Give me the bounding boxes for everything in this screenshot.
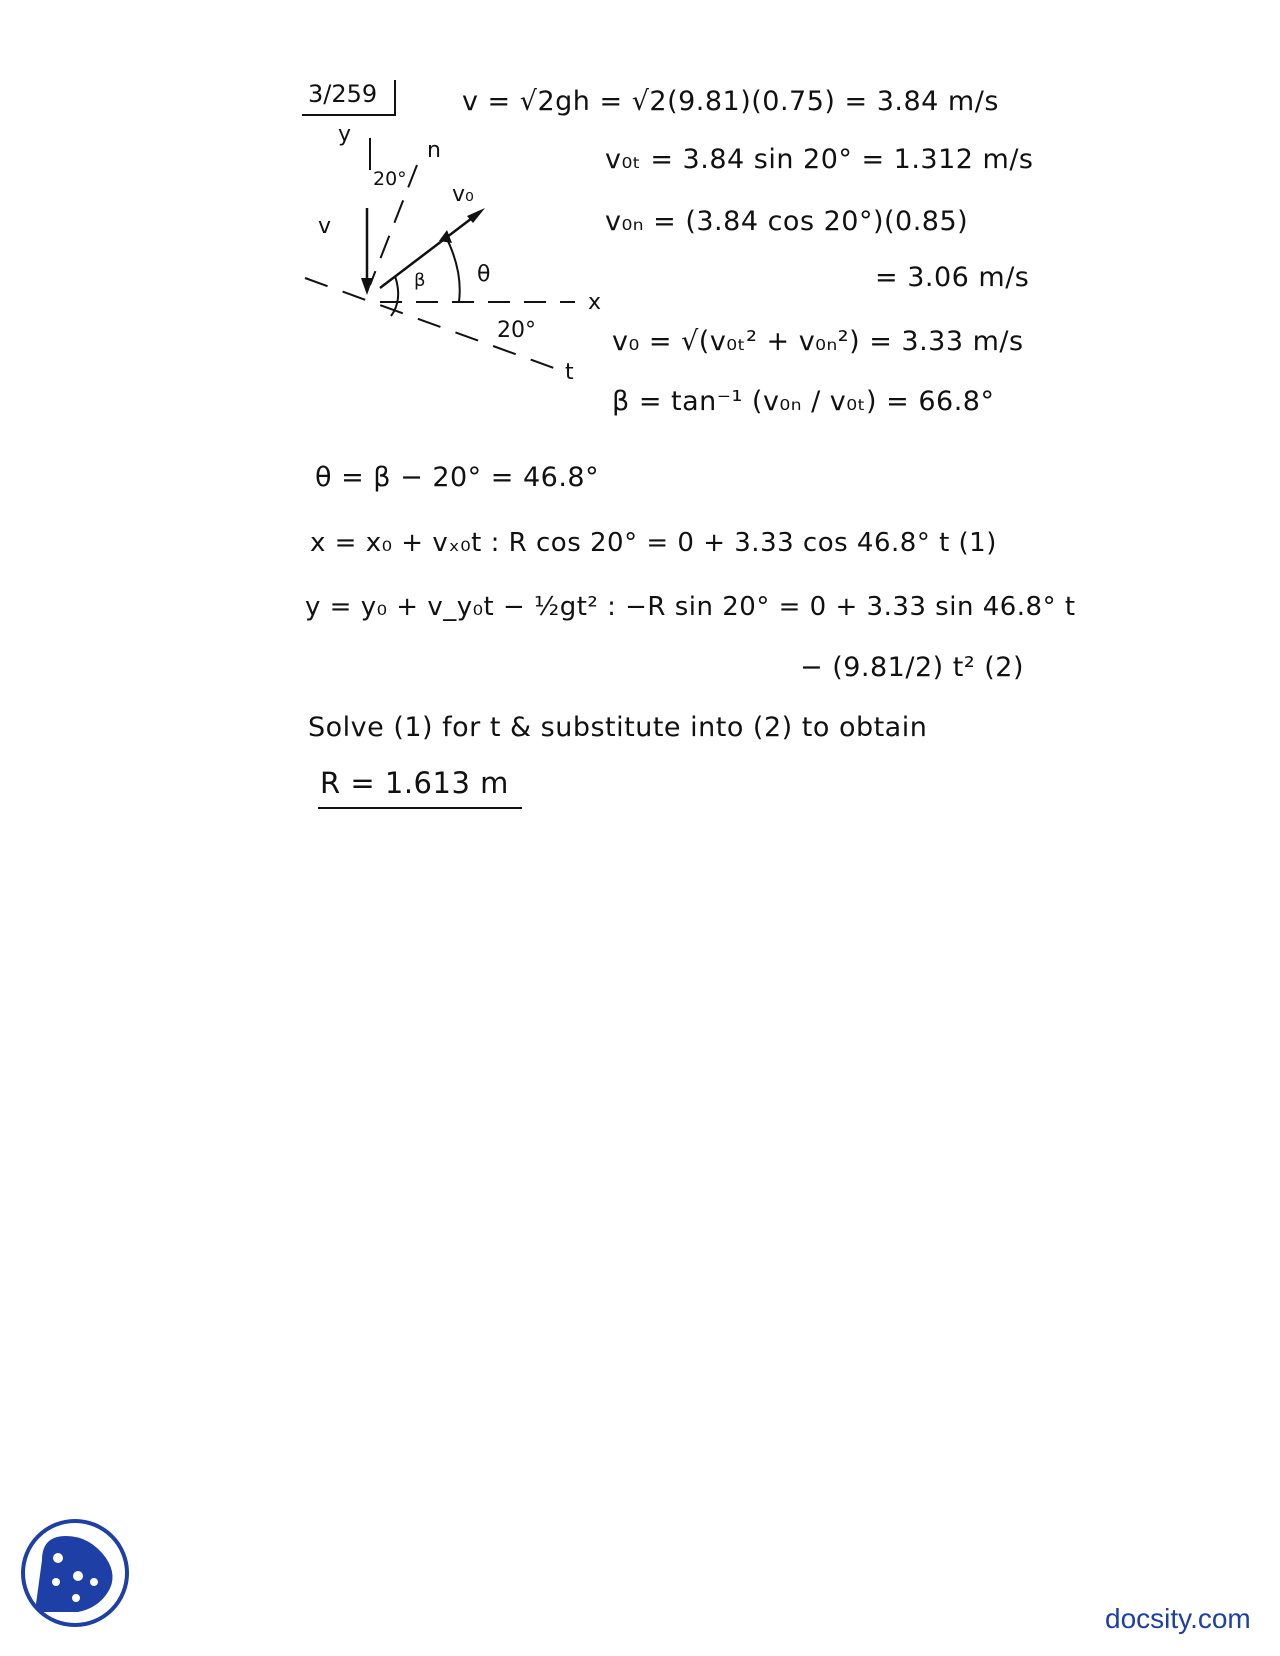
eq-theta: θ = β − 20° = 46.8° xyxy=(315,462,600,493)
eq-beta: β = tan⁻¹ (v₀ₙ / v₀ₜ) = 66.8° xyxy=(612,386,995,417)
t-axis-label: t xyxy=(565,360,574,385)
solve-instruction: Solve (1) for t & substitute into (2) to obtain xyxy=(308,712,928,743)
velocity-diagram xyxy=(295,110,625,400)
angle-top-label: 20° xyxy=(373,168,407,190)
v0-label: v₀ xyxy=(452,182,474,207)
eq-v0t: v₀ₜ = 3.84 sin 20° = 1.312 m/s xyxy=(605,144,1034,175)
x-axis-label: x xyxy=(588,290,602,315)
brand-link[interactable]: docsity.com xyxy=(1105,1603,1251,1634)
theta-arc-head xyxy=(439,230,452,243)
eq-v0n-result: = 3.06 m/s xyxy=(875,262,1030,293)
eq-y: y = y₀ + v_y₀t − ½gt² : −R sin 20° = 0 + 3.33 sin 46.8° t xyxy=(305,592,1076,622)
v-label: v xyxy=(318,214,332,239)
result-underline xyxy=(318,807,522,809)
docsity-logo xyxy=(20,1518,130,1628)
eq-v0: v₀ = √(v₀ₜ² + v₀ₙ²) = 3.33 m/s xyxy=(612,326,1024,357)
theta-arc xyxy=(445,235,460,302)
angle-bottom-label: 20° xyxy=(497,318,536,343)
theta-label: θ xyxy=(477,262,491,287)
eq-v0n: v₀ₙ = (3.84 cos 20°)(0.85) xyxy=(605,206,969,237)
eq-x: x = x₀ + vₓ₀t : R cos 20° = 0 + 3.33 cos 46.8° t (1) xyxy=(310,528,997,558)
y-axis-label: y xyxy=(338,122,352,147)
n-axis-label: n xyxy=(427,138,441,163)
beta-label: β xyxy=(414,270,426,291)
eq-y-cont: − (9.81/2) t² (2) xyxy=(800,652,1024,683)
eq-v: v = √2gh = √2(9.81)(0.75) = 3.84 m/s xyxy=(462,86,999,117)
problem-number: 3/259 xyxy=(308,80,378,108)
final-result: R = 1.613 m xyxy=(320,766,509,800)
